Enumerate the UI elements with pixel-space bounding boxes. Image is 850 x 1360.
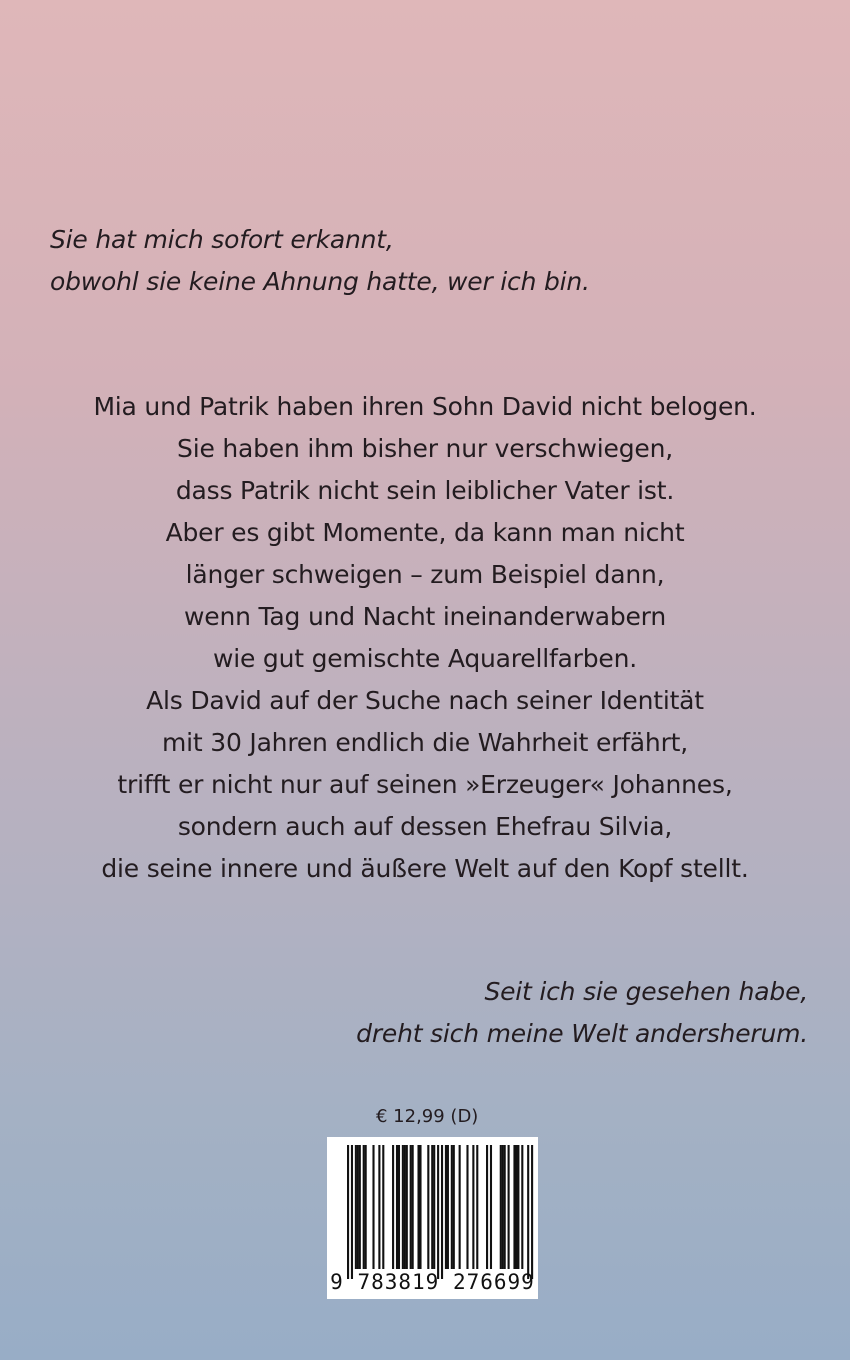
price-label: € 12,99 (D) [376,1106,479,1127]
barcode-bar [410,1145,412,1269]
barcode-bar [476,1145,478,1269]
barcode-bar [355,1145,357,1269]
barcode-bar [347,1145,349,1279]
barcode-bar [392,1145,394,1269]
barcode-bar [404,1145,406,1269]
barcode-bar [431,1145,433,1269]
opening-quote [50,219,590,303]
barcode-bar [419,1145,421,1269]
barcode-bar [396,1145,398,1269]
blurb-line: trifft er nicht nur auf seinen »Erzeuger« Johannes, [117,770,733,799]
barcode-bar [433,1145,435,1269]
barcode-bar [351,1145,353,1279]
barcode-bar [437,1145,439,1279]
barcode-bar [490,1145,492,1269]
barcode-bar [427,1145,429,1269]
barcode-bar [451,1145,453,1269]
barcode-bar [441,1145,443,1279]
blurb-line: wenn Tag und Nacht ineinanderwabern [184,602,666,631]
blurb-text [0,386,850,890]
blurb-line: wie gut gemischte Aquarellfarben. [212,644,637,673]
barcode-bar [517,1145,519,1269]
isbn-barcode [327,1137,538,1299]
barcode-bar [486,1145,488,1269]
barcode-bar [417,1145,419,1269]
barcode-bar [365,1145,367,1269]
opening-quote-line: Sie hat mich sofort erkannt, [50,225,394,254]
blurb-line: Aber es gibt Momente, da kann man nicht [165,518,685,547]
barcode-bar [472,1145,474,1269]
opening-quote-line: obwohl sie keine Ahnung hatte, wer ich bin. [50,267,590,296]
closing-quote-line: Seit ich sie gesehen habe, [484,977,808,1006]
barcode-bar [500,1145,502,1269]
blurb-line: dass Patrik nicht sein leiblicher Vater ist. [175,476,675,505]
barcode-bar [363,1145,365,1269]
closing-quote [356,971,808,1055]
barcode-bar [531,1145,533,1279]
barcode-bar [502,1145,504,1269]
barcode-bar [445,1145,447,1269]
barcode-bar [398,1145,400,1269]
barcode-bar [504,1145,506,1269]
barcode-bar [372,1145,374,1269]
blurb-line: Mia und Patrik haben ihren Sohn David nicht belogen. [93,392,757,421]
barcode-bar [359,1145,361,1269]
barcode-bar [378,1145,380,1269]
barcode-bar [447,1145,449,1269]
blurb-line: sondern auch auf dessen Ehefrau Silvia, [177,812,673,841]
barcode-bar [508,1145,510,1269]
blurb-line: die seine innere und äußere Welt auf den Kopf stellt. [101,854,749,883]
blurb-line: mit 30 Jahren endlich die Wahrheit erfährt, [161,728,688,757]
barcode-bar [466,1145,468,1269]
barcode-bar [459,1145,461,1269]
barcode-bar [521,1145,523,1269]
blurb-line: länger schweigen – zum Beispiel dann, [185,560,665,589]
blurb-line: Als David auf der Suche nach seiner Identität [146,686,704,715]
barcode-bar [402,1145,404,1269]
barcode-bar [453,1145,455,1269]
closing-quote-line: dreht sich meine Welt andersherum. [356,1019,808,1048]
isbn-number: 9 783819 276699 [330,1270,535,1294]
barcode-bar [527,1145,529,1279]
barcode-bar [382,1145,384,1269]
barcode-bar [357,1145,359,1269]
blurb-line: Sie haben ihm bisher nur verschwiegen, [177,434,673,463]
barcode-bar [513,1145,515,1269]
barcode-bar [406,1145,408,1269]
barcode-bar [515,1145,517,1269]
barcode-bar [412,1145,414,1269]
